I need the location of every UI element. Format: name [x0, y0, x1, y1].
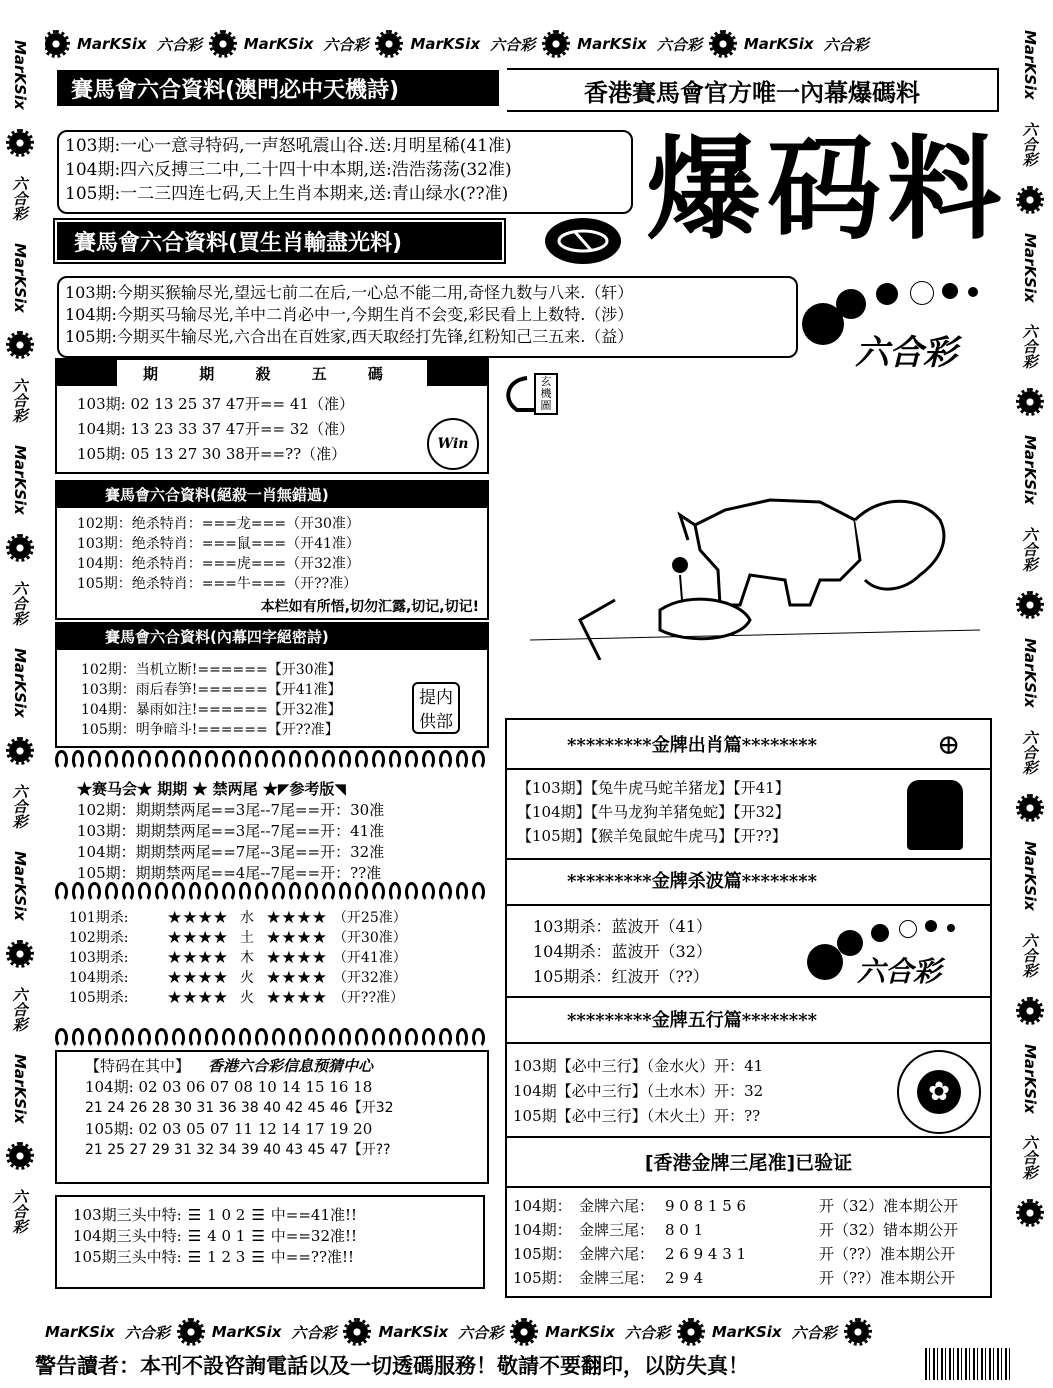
kill-zodiac-row: 102期：绝杀特肖：===龙===（开30准） — [77, 516, 360, 532]
special-section — [55, 1050, 489, 1184]
gold-five-row: 103期【必中三行】（金水火）开：41 — [513, 1057, 764, 1075]
gold-zodiac-section — [505, 718, 992, 860]
brand-cn: 六合彩 — [323, 35, 369, 54]
flower-icon — [9, 740, 31, 762]
stars: ★★★★ — [265, 988, 327, 1008]
flower-icon — [9, 943, 31, 965]
kind: 金牌三尾： — [579, 1269, 655, 1287]
mystic-badge-text: 玄機圖 — [540, 375, 552, 412]
left-border-strip — [0, 40, 40, 1330]
kill-zodiac-row: 104期：绝杀特肖：===虎===（开32准） — [77, 556, 360, 572]
brand-cn: 六合彩 — [124, 1323, 170, 1342]
brand-text: MarKSix — [11, 1053, 29, 1124]
kill5-title: 期 期 殺 五 碼 — [57, 360, 487, 386]
poem1-line: 105期:一二三四连七码,天上生肖本期来,送:青山绿水(??准) — [65, 184, 509, 204]
rhino-illustration — [520, 480, 990, 660]
barcode-icon — [925, 1348, 1011, 1380]
four-char-row: 105期：明争暗斗!======【开??准】 — [81, 722, 339, 738]
poem2-line: 103期:今期买猴输尽光,望远七前二在后,一心总不能二用,奇怪九数与八来.（轩） — [65, 283, 634, 302]
special-104b: 21 24 26 28 30 31 36 38 40 42 45 46【开32 — [85, 1100, 394, 1116]
period: 105期： — [513, 1269, 572, 1287]
flower-icon — [9, 334, 31, 356]
two-tails-title: ★赛马会★ 期期 ★ 禁两尾 ★◤参考版◥ — [77, 780, 346, 798]
kill5-row: 104期: 13 23 33 37 47开== 32（准） — [77, 420, 354, 438]
four-char-row: 103期：雨后春笋!======【开41准】 — [81, 682, 342, 698]
two-tails-row: 102期：期期禁两尾==3尾--7尾==开：30准 — [77, 801, 385, 819]
trigram-icon: ☰ — [187, 1248, 202, 1266]
element-kill-row — [69, 908, 471, 928]
kind: 金牌六尾： — [579, 1197, 655, 1215]
element: 火 — [239, 990, 254, 1006]
three-heads-row — [73, 1205, 467, 1226]
three-heads-section — [55, 1195, 485, 1289]
brand-cn: 六合彩 — [656, 35, 702, 54]
gold-zodiac-row: 【103期】【兔牛虎马蛇羊猪龙】【开41】 — [517, 779, 790, 797]
stars: ★★★★ — [265, 968, 327, 988]
brand-cn: 六合彩 — [10, 581, 29, 627]
period: 103期三头中特: — [73, 1206, 182, 1224]
gold-tails-row — [513, 1194, 984, 1218]
brand-cn: 六合彩 — [1020, 729, 1039, 775]
result: 中==32准!! — [270, 1227, 358, 1245]
footer-warning: 警告讀者：本刊不設咨詢電話以及一切透碼服務！敬請不要翻印，以防失真！ — [35, 1354, 749, 1378]
symbol-icon: ⊕ — [937, 728, 961, 761]
flower-icon — [45, 33, 67, 55]
stars: ★★★★ — [167, 988, 228, 1008]
brand-cn: 六合彩 — [1020, 1135, 1039, 1181]
brand-cn: 六合彩 — [10, 175, 29, 221]
three-heads-row — [73, 1226, 467, 1247]
stars: ★★★★ — [167, 908, 228, 928]
brand-cn: 六合彩 — [823, 35, 869, 54]
kill-zodiac-title: 賽馬會六合資料(絕殺一肖無錯過) — [55, 480, 489, 508]
brand-text: MarKSix — [243, 35, 314, 53]
bottom-border-strip — [45, 1318, 1010, 1346]
gold-wave-row: 104期杀：蓝波开（32） — [533, 942, 712, 961]
poem2-line: 104期:今期买马输尽光,羊中二肖必中一,今期生肖不会变,彩民看上上数特.（涉） — [65, 305, 634, 324]
mystic-badge — [497, 370, 567, 420]
right-border-strip — [1010, 30, 1050, 1330]
numbers: 2 6 9 4 3 1 — [665, 1245, 747, 1263]
numbers: 4 0 1 — [207, 1227, 246, 1245]
numbers: 2 9 4 — [665, 1269, 704, 1287]
special-center: 香港六合彩信息预猜中心 — [208, 1057, 374, 1075]
brand-cn: 六合彩 — [1020, 324, 1039, 370]
brand-cn: 六合彩 — [291, 1323, 337, 1342]
brand-text: MarKSix — [1021, 1043, 1039, 1114]
result: 开（32）错本期公开 — [819, 1221, 959, 1239]
gold-tails-title: [香港金牌三尾准]已验证 — [507, 1136, 990, 1188]
result: 开（32）准本期公开 — [819, 1197, 959, 1215]
kill5-row: 103期: 02 13 25 37 47开== 41（准） — [77, 395, 354, 413]
numbers: 1 0 2 — [207, 1206, 246, 1224]
four-char-row: 102期：当机立断!======【开30准】 — [81, 662, 342, 678]
gold-zodiac-row: 【105期】【猴羊兔鼠蛇牛虎马】【开??】 — [517, 827, 787, 845]
header-2-title: 賽馬會六合資料(買生肖輸盡光料) — [57, 222, 502, 260]
two-tails-section — [55, 775, 485, 883]
brand-text: MarKSix — [11, 648, 29, 718]
flower-icon — [712, 33, 734, 55]
header-right-title: 香港賽馬會官方唯一內幕爆碼料 — [507, 68, 999, 112]
period: 104期： — [513, 1197, 572, 1215]
stars: ★★★★ — [167, 948, 228, 968]
gold-five-row: 105期【必中三行】（木火土）开：?? — [513, 1107, 761, 1125]
hand-icon — [907, 780, 963, 850]
brand-cn: 六合彩 — [1020, 527, 1039, 573]
element-kill-row — [69, 948, 471, 968]
flower-icon — [9, 1145, 31, 1167]
brand-text: MarKSix — [378, 1323, 449, 1341]
element-kill-section — [55, 906, 485, 1016]
three-heads-row — [73, 1247, 467, 1268]
brand-text: MarKSix — [11, 850, 29, 921]
brand-cn: 六合彩 — [1020, 932, 1039, 978]
brand-cn: 六合彩 — [10, 1189, 29, 1235]
element: 土 — [239, 930, 254, 946]
period: 101期杀: — [69, 910, 129, 926]
result: （开??准） — [332, 990, 404, 1006]
stars: ★★★★ — [265, 948, 327, 968]
emblem-seal-icon: ✿ — [897, 1050, 981, 1134]
trigram-icon: ☰ — [187, 1206, 202, 1224]
gold-tails-row — [513, 1242, 984, 1266]
brand-text: MarKSix — [711, 1323, 782, 1341]
brand-text: MarKSix — [11, 445, 29, 516]
brand-text: MarKSix — [1021, 638, 1039, 708]
gold-wave-section — [505, 856, 992, 998]
top-border-strip — [45, 30, 1010, 58]
brand-text: MarKSix — [11, 242, 29, 313]
flower-icon — [9, 132, 31, 154]
result: 中==41准!! — [270, 1206, 358, 1224]
result: （开30准） — [332, 930, 407, 946]
flower-icon — [180, 1321, 202, 1343]
element: 火 — [239, 970, 254, 986]
flower-icon — [1019, 189, 1041, 211]
brand-text: MarKSix — [1021, 840, 1039, 911]
brand-text: MarKSix — [743, 35, 814, 53]
flower-icon — [1019, 1000, 1041, 1022]
brand-text: MarKSix — [1021, 232, 1039, 303]
brand-text: MarKSix — [45, 1323, 115, 1341]
trigram-icon: ☰ — [251, 1248, 265, 1266]
special-105a: 105期: 02 03 05 07 11 12 14 17 19 20 — [85, 1120, 373, 1138]
element: 水 — [239, 910, 254, 926]
element: 木 — [239, 950, 254, 966]
gold-wave-row: 105期杀：红波开（??） — [533, 967, 709, 986]
poem1-line: 104期:四六反搏三二中,二十四十中本期,送:浩浩荡荡(32准) — [65, 160, 512, 180]
special-tag: 【特码在其中】 — [85, 1057, 191, 1075]
gold-tails-section — [505, 1136, 992, 1298]
brand-cn: 六合彩 — [458, 1323, 504, 1342]
kind: 金牌三尾： — [579, 1221, 655, 1239]
win-logo-icon: Win — [427, 418, 479, 470]
brand-cn: 六合彩 — [10, 378, 29, 424]
kill-zodiac-section — [55, 508, 489, 620]
trigram-icon: ☰ — [187, 1227, 202, 1245]
brand-cn: 六合彩 — [624, 1323, 670, 1342]
header-left-title: 賽馬會六合資料(澳門必中天機詩) — [57, 70, 499, 106]
special-104a: 104期: 02 03 06 07 08 10 14 15 16 18 — [85, 1078, 373, 1096]
brand-text: MarKSix — [11, 40, 29, 110]
flower-icon — [9, 537, 31, 559]
poem-box-2 — [57, 276, 798, 358]
two-tails-row: 103期：期期禁两尾==3尾--7尾==开：41准 — [77, 822, 385, 840]
brand-cn: 六合彩 — [1020, 121, 1039, 167]
result: 开（??）准本期公开 — [819, 1269, 956, 1287]
stars: ★★★★ — [265, 928, 327, 948]
result: （开32准） — [332, 970, 407, 986]
stamp-box: 提内供部 — [412, 682, 460, 734]
result: （开41准） — [332, 950, 407, 966]
brand-text: MarKSix — [410, 35, 481, 53]
kill5-row: 105期: 05 13 27 30 38开==??（准） — [77, 445, 347, 463]
poem2-line: 105期:今期买牛输尽光,六合出在百姓家,西天取经打先锋,红粉知己三五来.（益） — [65, 327, 634, 346]
brand-cn: 六合彩 — [156, 35, 202, 54]
poem1-line: 103期:一心一意寻特码,一声怒吼震山谷.送:月明星稀(41准) — [65, 136, 512, 156]
kill-zodiac-row: 105期：绝杀特肖：===牛===（开??准） — [77, 576, 358, 592]
flower-icon — [680, 1321, 702, 1343]
numbers: 8 0 1 — [665, 1221, 704, 1239]
flower-icon — [1019, 1202, 1041, 1224]
element-kill-row — [69, 988, 471, 1008]
stars: ★★★★ — [265, 908, 327, 928]
brand-text: MarKSix — [1021, 30, 1039, 100]
period: 105期三头中特: — [73, 1248, 182, 1266]
element-kill-row — [69, 928, 471, 948]
four-char-section — [55, 650, 489, 748]
gold-tails-row — [513, 1218, 984, 1242]
period: 105期： — [513, 1245, 572, 1263]
two-tails-row: 104期：期期禁两尾==7尾--3尾==开：32准 — [77, 843, 385, 861]
gold-tails-row — [513, 1266, 984, 1290]
brand-text: MarKSix — [545, 1323, 615, 1341]
four-char-row: 104期：暴雨如注!======【开32准】 — [81, 702, 342, 718]
numbers: 1 2 3 — [207, 1248, 246, 1266]
brand-cn: 六合彩 — [490, 35, 536, 54]
flower-icon — [1019, 391, 1041, 413]
flower-icon — [212, 33, 234, 55]
brand-cn: 六合彩 — [791, 1323, 837, 1342]
flower-icon — [545, 33, 567, 55]
kill-zodiac-row: 103期：绝杀特肖：===鼠===（开41准） — [77, 536, 360, 552]
gold-zodiac-title: *********金牌出肖篇******** — [507, 720, 990, 770]
liuhecai-text: 六合彩 — [857, 955, 942, 988]
flower-icon — [847, 1321, 869, 1343]
gold-zodiac-row: 【104期】【牛马龙狗羊猪兔蛇】【开32】 — [517, 803, 790, 821]
gold-wave-title: *********金牌杀波篇******** — [507, 856, 990, 906]
two-tails-row: 105期：期期禁两尾==4尾--7尾==开：??准 — [77, 864, 382, 882]
emblem-icon — [545, 218, 621, 264]
brand-text: MarKSix — [577, 35, 647, 53]
kind: 金牌六尾： — [579, 1245, 655, 1263]
stars: ★★★★ — [167, 968, 228, 988]
stars: ★★★★ — [167, 928, 228, 948]
gold-five-title: *********金牌五行篇******** — [507, 996, 990, 1044]
kill5-section — [55, 358, 489, 474]
gold-five-row: 104期【必中三行】（土水木）开：32 — [513, 1082, 764, 1100]
trigram-icon: ☰ — [251, 1227, 265, 1245]
result: 中==??准!! — [270, 1248, 355, 1266]
period: 105期杀: — [69, 990, 129, 1006]
brand-text: MarKSix — [77, 35, 147, 53]
flower-icon — [1019, 797, 1041, 819]
gold-wave-row: 103期杀：蓝波开（41） — [533, 917, 712, 936]
brand-cn: 六合彩 — [10, 986, 29, 1032]
element-kill-row — [69, 968, 471, 988]
period: 104期三头中特: — [73, 1227, 182, 1245]
four-char-title: 賽馬會六合資料(內幕四字絕密詩) — [55, 622, 489, 650]
divider-deco — [55, 1028, 485, 1046]
flower-icon — [346, 1321, 368, 1343]
period: 104期： — [513, 1221, 572, 1239]
result: 开（??）准本期公开 — [819, 1245, 956, 1263]
poem-box-1 — [57, 130, 633, 214]
flower-icon — [513, 1321, 535, 1343]
special-105b: 21 25 27 29 31 32 34 39 40 43 45 47【开?? — [85, 1142, 391, 1158]
big-title: 爆码料 — [646, 124, 1008, 255]
period: 103期杀: — [69, 950, 129, 966]
period: 104期杀: — [69, 970, 129, 986]
brand-text: MarKSix — [211, 1323, 282, 1341]
gold-five-section — [505, 996, 992, 1138]
brand-cn: 六合彩 — [10, 783, 29, 829]
divider-deco — [55, 882, 485, 900]
flower-icon — [1019, 594, 1041, 616]
result: （开25准） — [332, 910, 407, 926]
divider-deco — [55, 750, 485, 768]
trigram-icon: ☰ — [251, 1206, 265, 1224]
liuhecai-text: 六合彩 — [855, 333, 957, 373]
flower-icon — [378, 33, 400, 55]
numbers: 9 0 8 1 5 6 — [665, 1197, 747, 1215]
brand-text: MarKSix — [1021, 435, 1039, 506]
kill-zodiac-note: 本栏如有所悟,切勿汇露,切记,切记! — [260, 599, 479, 615]
period: 102期杀: — [69, 930, 129, 946]
